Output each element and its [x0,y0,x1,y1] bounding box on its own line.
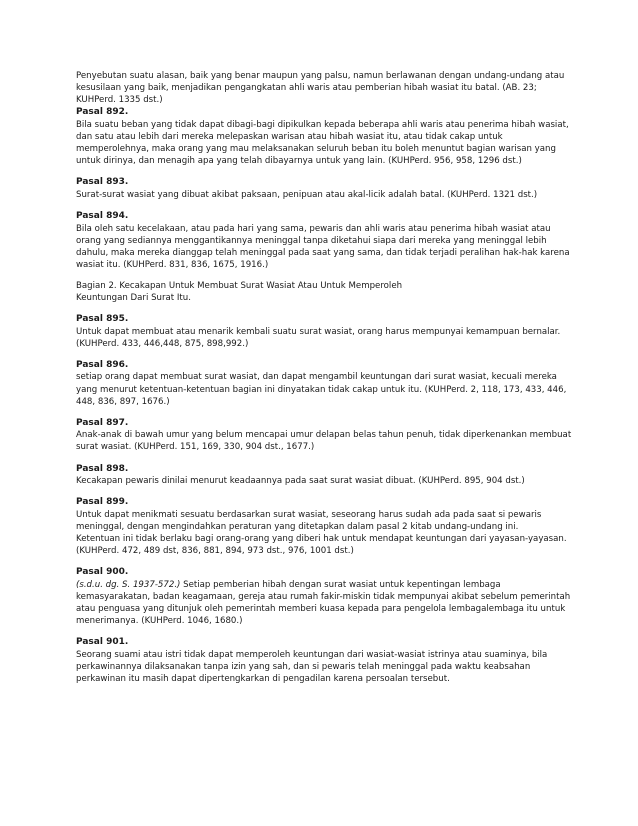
article-paragraph: Untuk dapat membuat atau menarik kembali suatu surat wasiat, orang harus mempunyai kemampuan bernalar. (KUHPerd. 433, 446,448, 875, 898,992.) [76,326,561,349]
article-title: Pasal 901. [76,637,129,648]
article-title: Pasal 899. [76,497,129,508]
amendment-reference: (s.d.u. dg. S. 1937-572.) [76,579,181,590]
article-title: Pasal 892. [76,107,129,118]
article-title: Pasal 896. [76,359,129,370]
intro-paragraph: Penyebutan suatu alasan, baik yang benar maupun yang palsu, namun berlawanan dengan undang-undang atau kesusilaan yang baik, menjadikan pengangkatan ahli waris atau pemberian hibah wasiat itu batal. (AB. 23; KUHPerd. 1335 dst.) [76,71,565,106]
section-heading-line-1: Bagian 2. Kecakapan Untuk Membuat Surat Wasiat Atau Untuk Memperoleh [76,280,403,291]
articles-group-a [76,106,572,271]
document-body [76,70,572,694]
article-paragraph: Bila oleh satu kecelakaan, atau pada hari yang sama, pewaris dan ahli waris atau penerima hibah wasiat atau orang yang sediannya menggantikannya meninggal tanpa diketahui siapa dari mereka yang meninggal lebih dahulu, maka mereka dianggap telah meninggal pada saat yang sama, dan tidak terjadi peralihan hak-hak karena wasiat itu. (KUHPerd. 831, 836, 1675, 1916.) [76,223,570,270]
article-title: Pasal 900. [76,567,129,578]
article [76,359,572,408]
section-heading [76,280,572,304]
article [76,496,572,557]
article-paragraph: Seorang suami atau istri tidak dapat memperoleh keuntungan dari wasiat-wasiat istrinya atau suaminya, bila perkawinannya dilaksanakan tanpa izin yang sah, dan si pewaris telah meninggal pada waktu keabsahan perkawinan itu masih dapat dipertengkarkan di pengadilan karena persoalan tersebut. [76,649,548,684]
article-paragraph [76,579,572,627]
article-paragraph: Ketentuan ini tidak berlaku bagi orang-orang yang diberi hak untuk mendapat keuntungan dari yayasan-yayasan. (KUHPerd. 472, 489 dst, 836, 881, 894, 973 dst., 976, 1001 dst.) [76,534,567,557]
article [76,176,572,201]
section-heading-line-2: Keuntungan Dari Surat Itu. [76,293,191,303]
article [76,210,572,271]
article [76,417,572,454]
article-900 [76,566,572,627]
article [76,463,572,488]
article-paragraph: setiap orang dapat membuat surat wasiat, dan dapat mengambil keuntungan dari surat wasiat, kecuali mereka yang menurut ketentuan-ketentuan bagian ini dinyatakan tidak cakap untuk itu. (KUHPerd. 2, 118, 173, 433, 446, 448, 836, 897, 1676.) [76,372,567,407]
article [76,636,572,685]
article-paragraph: Surat-surat wasiat yang dibuat akibat paksaan, penipuan atau akal-licik adalah batal. (KUHPerd. 1321 dst.) [76,189,538,200]
article-title: Pasal 898. [76,463,129,474]
article-title: Pasal 893. [76,177,129,188]
article-title: Pasal 895. [76,314,129,325]
articles-group-b [76,313,572,557]
article-901-container [76,636,572,685]
article-paragraph: Bila suatu beban yang tidak dapat dibagi-bagi dipikulkan kepada beberapa ahli waris atau penerima hibah wasiat, dan satu atau lebih dari mereka melepaskan warisan atau hibah wasiat itu, atau tidak cakap untuk memperolehnya, maka orang yang mau melaksanakan seluruh beban itu boleh menuntut bagian warisan yang untuk dirinya, dan menagih apa yang telah dibayarnya untuk yang lain. (KUHPerd. 956, 958, 1296 dst.) [76,119,569,167]
article [76,106,572,167]
article-title: Pasal 894. [76,210,129,221]
article [76,313,572,350]
article-paragraph: Kecakapan pewaris dinilai menurut keadaannya pada saat surat wasiat dibuat. (KUHPerd. 895, 904 dst.) [76,476,525,487]
article-text: Setiap pemberian hibah dengan surat wasiat untuk kepentingan lembaga kemasyarakatan, badan keagamaan, gereja atau rumah fakir-miskin tidak mempunyai akibat sebelum pemerintah atau penguasa yang ditunjuk oleh pemerintah memberi kuasa kepada para pengelola lembagalembaga itu untuk menerimanya. (KUHPerd. 1046, 1680.) [76,579,571,627]
article-paragraph: Anak-anak di bawah umur yang belum mencapai umur delapan belas tahun penuh, tidak diperkenankan membuat surat wasiat. (KUHPerd. 151, 169, 330, 904 dst., 1677.) [76,430,572,453]
article-title: Pasal 897. [76,417,129,428]
article-paragraph: Untuk dapat menikmati sesuatu berdasarkan surat wasiat, seseorang harus sudah ada pada saat si pewaris meninggal, dengan mengindahkan peraturan yang ditetapkan dalam pasal 2 kitab undang-undang ini. [76,509,542,532]
